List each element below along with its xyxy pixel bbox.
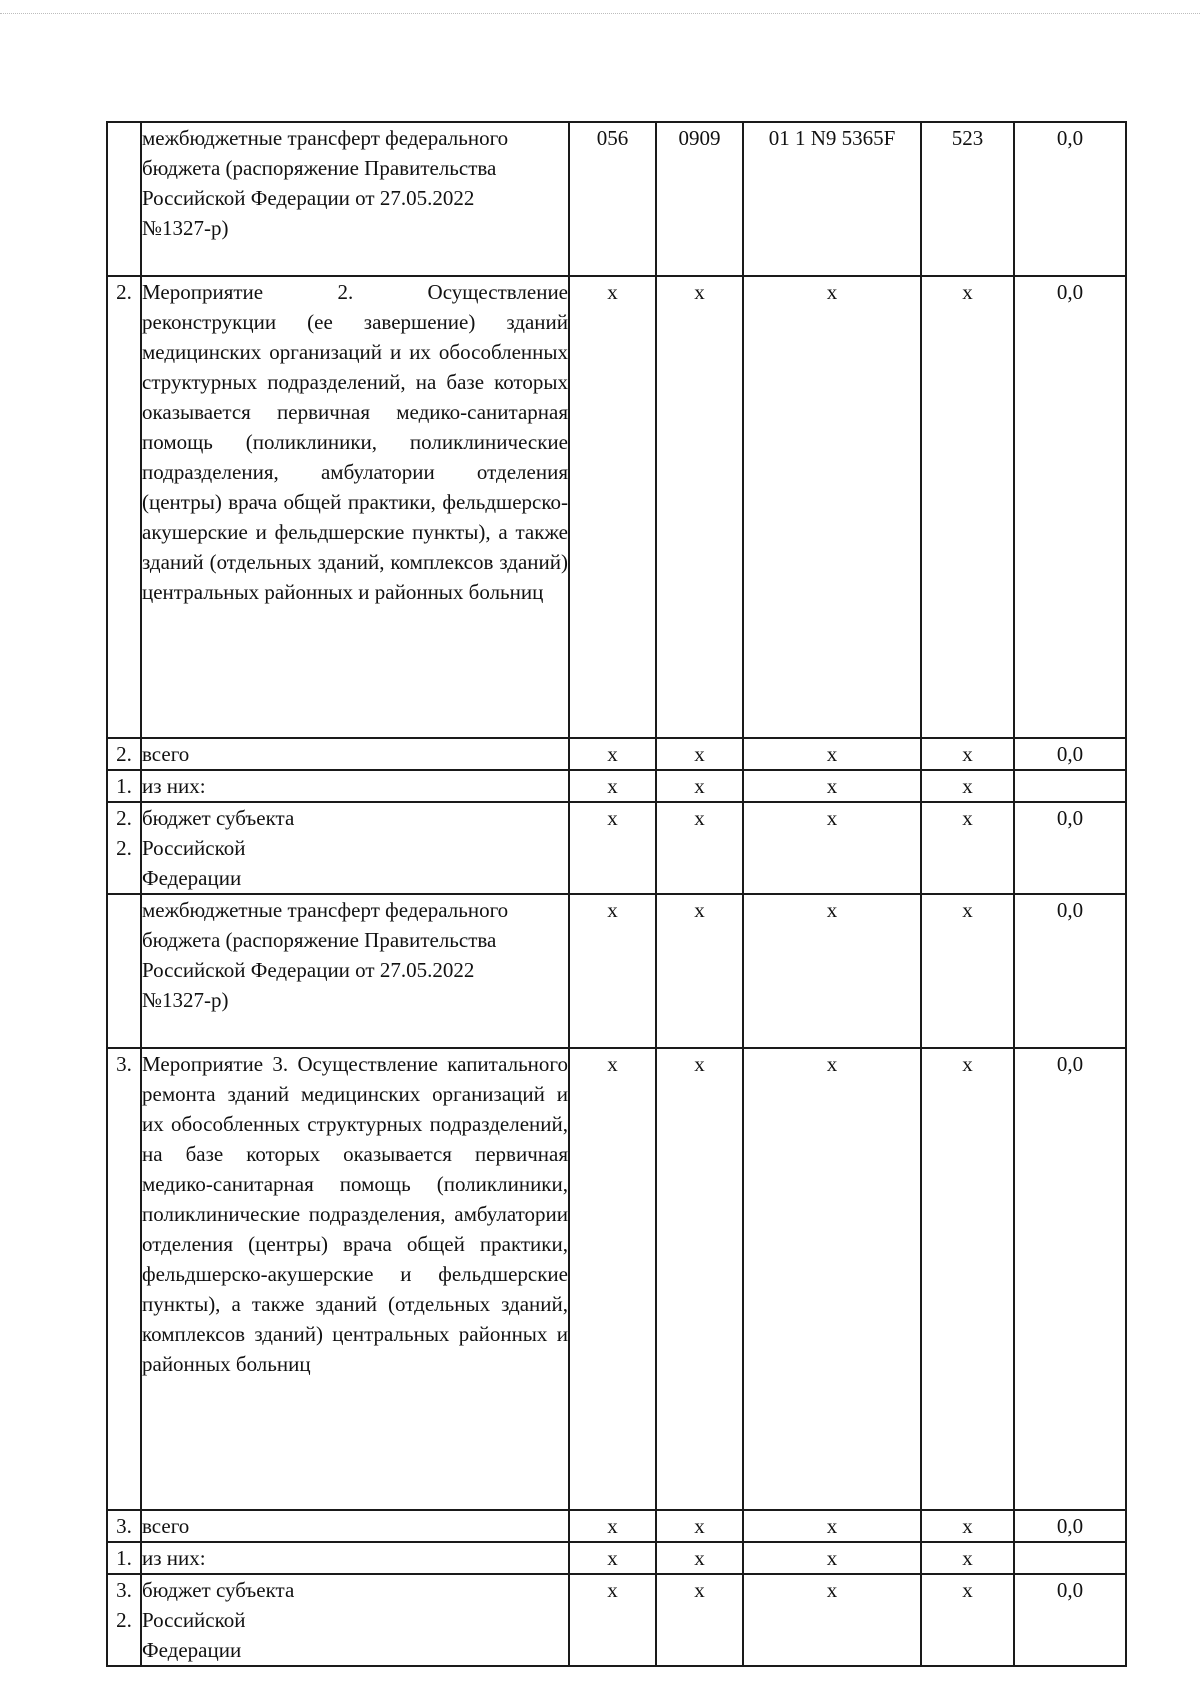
row-description: Мероприятие 3. Осуществление капитального ремонта зданий медицинских организаций и их обособленных структурных подразделений, на базе которых оказывается первичная медико-санитарная помощь (поликлиники, поликлинические подразделения, амбулатории отделения (центры) врача общей практики, фельдшерско-акушерские и фельдшерские пункты), а также зданий (отдельных зданий, комплексов зданий) центральных районных и районных больниц: [141, 1048, 569, 1510]
row-number-part: 3.: [116, 1578, 132, 1602]
cell-amount: 0,0: [1014, 894, 1126, 1048]
row-number: 3.: [107, 1510, 141, 1542]
cell-code-4: х: [921, 1542, 1014, 1574]
cell-code-2: х: [656, 1510, 743, 1542]
cell-code-1: х: [569, 738, 656, 770]
cell-code-1: х: [569, 276, 656, 738]
row-description: межбюджетные трансферт федерального бюджета (распоряжение Правительства Российской Федерации от 27.05.2022 №1327-р): [141, 894, 569, 1048]
cell-code-4: х: [921, 276, 1014, 738]
row-number: 3.: [107, 1048, 141, 1510]
cell-code-3: х: [743, 276, 921, 738]
cell-code-3: х: [743, 802, 921, 894]
row-number: 1.: [107, 770, 141, 802]
table-row: [107, 894, 1126, 1048]
row-number-part: 2.: [116, 806, 132, 830]
cell-code-4: х: [921, 802, 1014, 894]
row-description: всего: [141, 1510, 569, 1542]
cell-code-2: х: [656, 770, 743, 802]
cell-code-3: 01 1 N9 5365F: [743, 122, 921, 276]
cell-code-2: х: [656, 802, 743, 894]
cell-code-2: х: [656, 738, 743, 770]
cell-code-4: х: [921, 770, 1014, 802]
table-row: [107, 802, 1126, 894]
cell-code-3: х: [743, 1542, 921, 1574]
row-number: [107, 1574, 141, 1666]
cell-code-4: х: [921, 894, 1014, 1048]
cell-code-1: 056: [569, 122, 656, 276]
cell-amount: 0,0: [1014, 276, 1126, 738]
cell-code-3: х: [743, 1048, 921, 1510]
row-number: [107, 122, 141, 276]
table-row: [107, 122, 1126, 276]
cell-code-1: х: [569, 1542, 656, 1574]
cell-code-1: х: [569, 802, 656, 894]
cell-code-2: 0909: [656, 122, 743, 276]
cell-code-1: х: [569, 1574, 656, 1666]
cell-amount: 0,0: [1014, 1510, 1126, 1542]
table-row: [107, 770, 1126, 802]
cell-code-2: х: [656, 276, 743, 738]
page-top-edge: [0, 13, 1200, 14]
cell-code-3: х: [743, 1510, 921, 1542]
row-description: всего: [141, 738, 569, 770]
cell-code-2: х: [656, 1048, 743, 1510]
cell-code-2: х: [656, 1574, 743, 1666]
cell-code-4: х: [921, 1048, 1014, 1510]
row-number: [107, 894, 141, 1048]
row-number: 2.: [107, 276, 141, 738]
row-description: из них:: [141, 770, 569, 802]
cell-amount: [1014, 770, 1126, 802]
cell-code-3: х: [743, 738, 921, 770]
cell-code-2: х: [656, 1542, 743, 1574]
cell-code-1: х: [569, 1048, 656, 1510]
cell-code-1: х: [569, 1510, 656, 1542]
cell-code-3: х: [743, 1574, 921, 1666]
row-number: 1.: [107, 1542, 141, 1574]
table-row: [107, 276, 1126, 738]
row-description: бюджет субъекта Российской Федерации: [141, 1574, 569, 1666]
budget-table: [106, 121, 1127, 1667]
table-row: [107, 738, 1126, 770]
cell-code-2: х: [656, 894, 743, 1048]
row-description: из них:: [141, 1542, 569, 1574]
cell-code-3: х: [743, 894, 921, 1048]
cell-amount: 0,0: [1014, 1048, 1126, 1510]
cell-code-4: х: [921, 1510, 1014, 1542]
row-description: межбюджетные трансферт федерального бюджета (распоряжение Правительства Российской Федерации от 27.05.2022 №1327-р): [141, 122, 569, 276]
row-number-part: 2.: [116, 1608, 132, 1632]
cell-amount: 0,0: [1014, 802, 1126, 894]
cell-amount: 0,0: [1014, 122, 1126, 276]
row-number: 2.: [107, 738, 141, 770]
row-description: бюджет субъекта Российской Федерации: [141, 802, 569, 894]
row-description: Мероприятие 2. Осуществление реконструкции (ее завершение) зданий медицинских организаций и их обособленных структурных подразделений, на базе которых оказывается первичная медико-санитарная помощь (поликлиники, поликлинические подразделения, амбулатории отделения (центры) врача общей практики, фельдшерско-акушерские и фельдшерские пункты), а также зданий (отдельных зданий, комплексов зданий) центральных районных и районных больниц: [141, 276, 569, 738]
cell-code-1: х: [569, 894, 656, 1048]
cell-amount: [1014, 1542, 1126, 1574]
cell-code-3: х: [743, 770, 921, 802]
table-row: [107, 1510, 1126, 1542]
table-row: [107, 1574, 1126, 1666]
table-row: [107, 1048, 1126, 1510]
cell-code-1: х: [569, 770, 656, 802]
cell-code-4: 523: [921, 122, 1014, 276]
cell-code-4: х: [921, 738, 1014, 770]
row-number-part: 2.: [116, 836, 132, 860]
table-row: [107, 1542, 1126, 1574]
cell-amount: 0,0: [1014, 1574, 1126, 1666]
cell-code-4: х: [921, 1574, 1014, 1666]
row-number: [107, 802, 141, 894]
cell-amount: 0,0: [1014, 738, 1126, 770]
